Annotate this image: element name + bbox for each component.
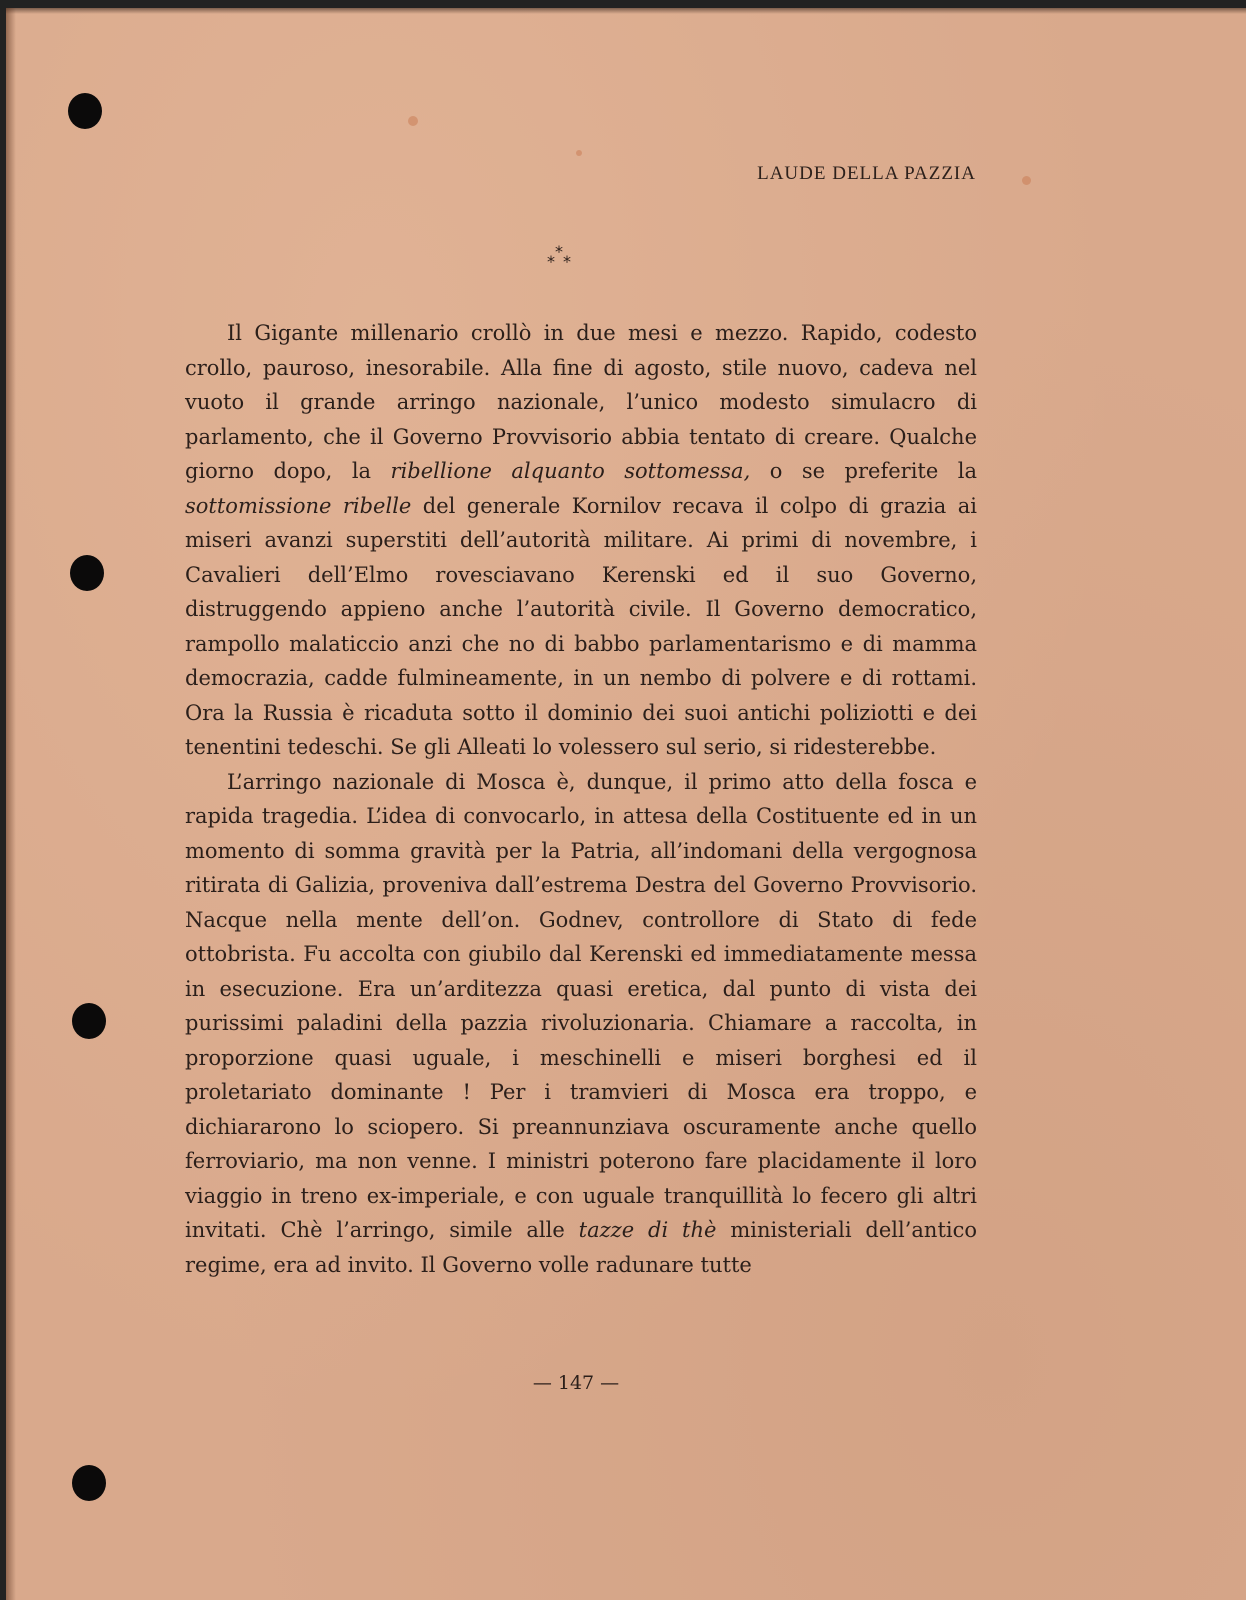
- binding-edge-shadow: [6, 8, 16, 1600]
- scanned-page: [6, 8, 1246, 1600]
- punch-hole-4: [72, 1465, 106, 1501]
- top-edge-shadow: [6, 8, 1246, 14]
- italic-phrase: sottomissione ribelle: [185, 493, 412, 518]
- punch-hole-3: [72, 1003, 106, 1039]
- paper-stain: [408, 116, 418, 126]
- body-text: [185, 316, 977, 1282]
- paper-stain: [1022, 176, 1031, 185]
- punch-hole-1: [68, 93, 102, 129]
- punch-hole-2: [70, 555, 104, 591]
- text-run: ministeriali dell’antico regime, era ad invito. Il Governo volle radunare tutte: [185, 1218, 978, 1277]
- section-break-asterism: * * *: [547, 242, 571, 271]
- text-run: o se preferite la: [750, 459, 977, 483]
- running-header: LAUDE DELLA PAZZIA: [757, 163, 976, 184]
- italic-phrase: tazze di thè: [578, 1218, 717, 1242]
- paper-stain: [576, 150, 582, 156]
- paragraph: [185, 765, 977, 1283]
- text-run: del generale Kornilov recava il colpo di grazia ai miseri avanzi superstiti dell’autorità militare. Ai primi di novembre, i Cavalieri dell’Elmo rovesciavano Kerenski ed il suo Governo, distruggendo appieno anche l’autorità civile. Il Governo democratico, rampollo malaticcio anzi che no di babbo parlamentarismo e di mamma democrazia, cadde fulmineamente, in un nembo di polvere e di rottami. Ora la Russia è ricaduta sotto il dominio dei suoi antichi poliziotti e dei tenentini tedeschi. Se gli Alleati lo volessero sul serio, si ridesterebbe.: [185, 493, 977, 759]
- page-number: — 147 —: [532, 1372, 620, 1394]
- italic-phrase: ribellione alquanto sottomessa,: [390, 459, 751, 483]
- paragraph: [185, 316, 977, 765]
- text-run: Il Gigante millenario crollò in due mesi e mezzo. Rapido, codesto crollo, pauroso, inesorabile. Alla fine di agosto, stile nuovo, cadeva nel vuoto il grande arringo nazionale, l’unico modesto simulacro di parlamento, che il Governo Provvisorio abbia tentato di creare. Qualche giorno dopo, la: [185, 321, 977, 483]
- text-run: L’arringo nazionale di Mosca è, dunque, il primo atto della fosca e rapida tragedia. L’idea di convocarlo, in attesa della Costituente ed in un momento di somma gravità per la Patria, all’indomani della vergognosa ritirata di Galizia, proveniva dall’estrema Destra del Governo Provvisorio. Nacque nella mente dell’on. Godnev, controllore di Stato di fede ottobrista. Fu accolta con giubilo dal Kerenski ed immediatamente messa in esecuzione. Era un’arditezza quasi eretica, dal punto di vista dei purissimi paladini della pazzia rivoluzionaria. Chiamare a raccolta, in proporzione quasi uguale, i meschinelli e miseri borghesi ed il proletariato dominante ! Per i tramvieri di Mosca era troppo, e dichiararono lo sciopero. Si preannunziava oscuramente anche quello ferroviario, ma non venne. I ministri poterono fare placidamente il loro viaggio in treno ex-imperiale, e con uguale tranquillità lo fecero gli altri invitati. Chè l’arringo, simile alle: [185, 769, 977, 1242]
